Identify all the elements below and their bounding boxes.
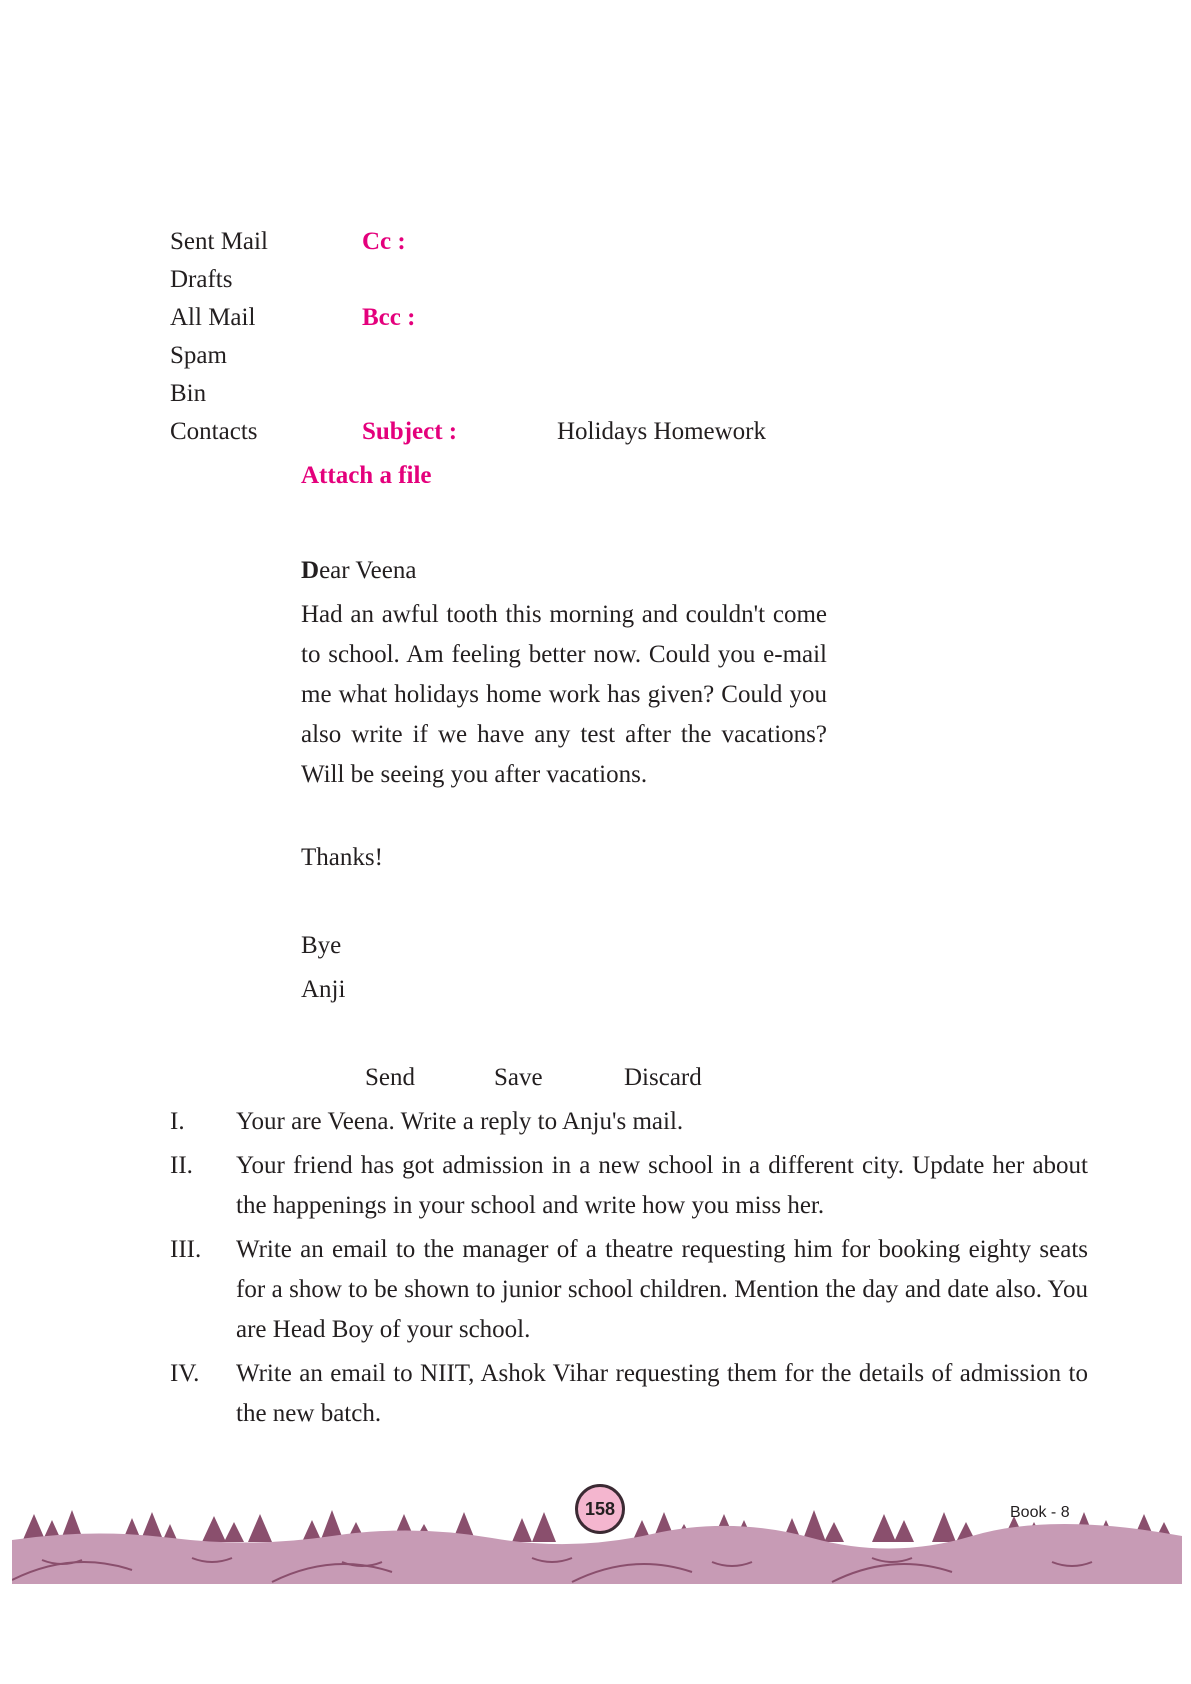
question-number: I.: [170, 1108, 185, 1135]
greeting-initial: D: [301, 557, 320, 584]
save-button[interactable]: Save: [494, 1064, 543, 1091]
discard-button[interactable]: Discard: [624, 1064, 702, 1091]
letter-thanks: Thanks!: [301, 844, 383, 871]
page-number-badge: 158: [575, 1484, 625, 1534]
attach-file-link[interactable]: Attach a file: [301, 462, 432, 489]
sidebar-item-drafts[interactable]: Drafts: [170, 266, 233, 293]
sidebar-item-all-mail[interactable]: All Mail: [170, 304, 256, 331]
question-number: IV.: [170, 1360, 200, 1387]
question-text: Your friend has got admission in a new school in a different city. Update her about the happenings in your school and write how you miss her.: [236, 1152, 1088, 1219]
sidebar-item-contacts[interactable]: Contacts: [170, 418, 258, 445]
letter-closing: Bye: [301, 932, 342, 959]
send-button[interactable]: Send: [365, 1064, 415, 1091]
greeting-rest: ear Veena: [319, 557, 417, 584]
book-label: Book - 8: [1010, 1504, 1070, 1521]
subject-input[interactable]: Holidays Homework: [557, 418, 766, 445]
sidebar-item-spam[interactable]: Spam: [170, 342, 227, 369]
question-number: II.: [170, 1152, 193, 1179]
sidebar-item-sent-mail[interactable]: Sent Mail: [170, 228, 268, 255]
letter-body[interactable]: Had an awful tooth this morning and couldn't come to school. Am feeling better now. Could you e-mail me what holidays home work has given? Could you also write if we have any test after the vacations? Will be seeing you after vacations.: [301, 601, 827, 788]
cc-label: Cc :: [362, 228, 406, 255]
question-text: Write an email to the manager of a theatre requesting him for booking eighty seats for a show to be shown to junior school children. Mention the day and date also. You are Head Boy of your school.: [236, 1236, 1088, 1343]
question-text: Your are Veena. Write a reply to Anju's mail.: [236, 1108, 684, 1135]
question-number: III.: [170, 1236, 202, 1263]
bcc-label: Bcc :: [362, 304, 416, 331]
subject-label: Subject :: [362, 418, 458, 445]
letter-greeting: [301, 557, 416, 585]
letter-signature: Anji: [301, 976, 346, 1003]
sidebar-item-bin[interactable]: Bin: [170, 380, 207, 407]
question-text: Write an email to NIIT, Ashok Vihar requesting them for the details of admission to the new batch.: [236, 1360, 1088, 1427]
